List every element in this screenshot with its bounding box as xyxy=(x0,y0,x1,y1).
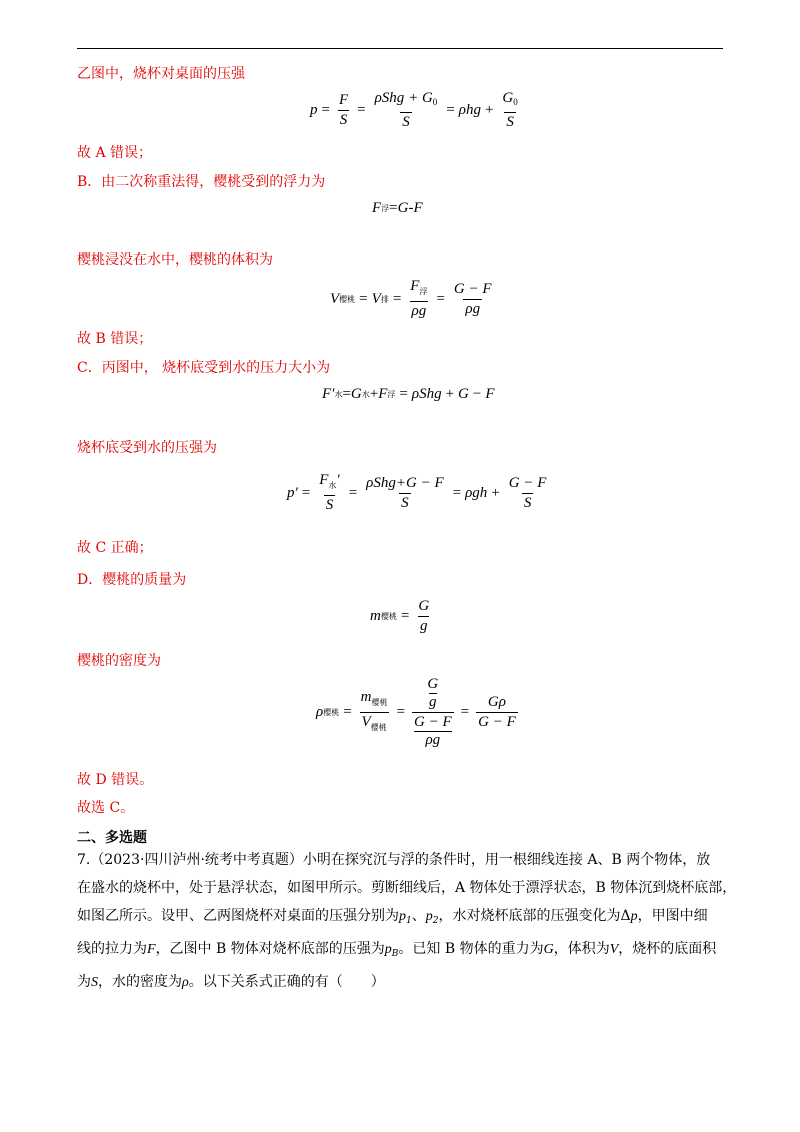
answer-line: 故 C 正确； xyxy=(77,540,153,556)
answer-line: 故 D 错误。 xyxy=(77,772,154,788)
question-source: （2023·四川泸州·统考中考真题） xyxy=(90,852,303,868)
equation-mass: m 樱桃 = $\frac{G}{g}$ xyxy=(370,598,430,634)
answer-line: D．樱桃的质量为 xyxy=(77,572,187,588)
equation-force-bing: F′ 水 = G 水 + F 浮 = ρShg + G − F xyxy=(322,386,495,402)
answer-line: 樱桃浸没在水中，樱桃的体积为 xyxy=(77,252,273,268)
answer-line: 故选 C。 xyxy=(77,800,135,816)
section-heading: 二、多选题 xyxy=(77,830,147,846)
equation-pressure-bing: p′ = $\frac{F_水'}{S}$ = $\frac{\text{ρShg+G − F}}{S}$ = ρgh + $\frac{G - F}{S}$ xyxy=(287,472,547,513)
answer-line: 樱桃的密度为 xyxy=(77,653,161,669)
answer-line: 故 B 错误； xyxy=(77,331,153,347)
answer-line: 故 A 错误； xyxy=(77,145,153,161)
equation-volume: V 樱桃 = V 排 = $\frac{F_浮}{\rho g}$ = $\frac{G - F}{\rho g}$ xyxy=(330,278,492,319)
equation-buoyancy: F 浮 = G - F xyxy=(372,200,423,216)
answer-line: B．由二次称重法得，樱桃受到的浮力为 xyxy=(77,174,326,190)
equation-pressure-yi: p = $\frac{F}{S}$ = $\frac{\rho Shg + G_0}{S}$ = ρhg + $\frac{G_0}{S}$ xyxy=(310,90,518,130)
header-rule xyxy=(77,48,723,49)
answer-line: C．丙图中， 烧杯底受到水的压力大小为 xyxy=(77,360,331,376)
answer-line: 烧杯底受到水的压强为 xyxy=(77,440,217,456)
answer-line: 乙图中，烧杯对桌面的压强 xyxy=(77,66,245,82)
question-number: 7. xyxy=(77,852,91,868)
question-7: 7.（2023·四川泸州·统考中考真题）小明在探究沉与浮的条件时，用一根细线连接 A、B 两个物体，放 在盛水的烧杯中，处于悬浮状态，如图甲所示。剪断细线后，A 物体处于漂浮状态，B 物体沉到烧杯底部， 如图乙所示。设甲、乙两图烧杯对桌面的压强分别为$p_1$、$p_2$，水对烧杯底部的压强变化为Δp，甲图中细 线的拉力为F，乙图中 B 物体对烧杯底部的压强为$p_B$。已知 B 物体的重力为G，体积为V，烧杯的底面积 为S，水的密度为ρ。以下关系式正确的有（ ） xyxy=(77,852,737,990)
equation-density: ρ 樱桃 = $\frac{m_{樱桃}}{V_{樱桃}}$ = G g G − F ρg = $\frac{G\rho}{G - F}$ xyxy=(316,676,516,748)
